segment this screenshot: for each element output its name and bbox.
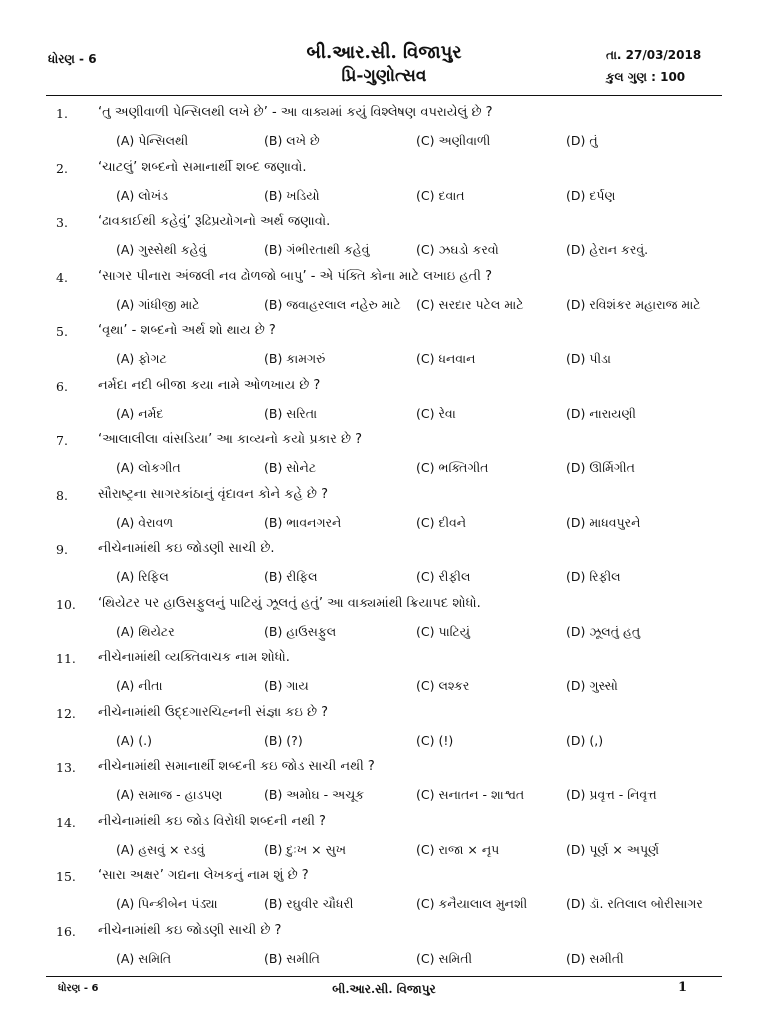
answer-option: (D) હેરાન કરવું. [566, 242, 649, 257]
page-number: 1 [678, 980, 688, 995]
question-text: ‘થિયેટર પર હાઉસફુલનું પાટિયું ઝૂલતું હતું’ આ વાક્યમાંથી ક્રિયાપદ શોધો. [98, 595, 481, 611]
question-text: ‘વૃથા’ - શબ્દનો અર્થ શો થાય છે ? [98, 323, 276, 338]
paper-header [0, 0, 768, 100]
answer-option: (D) ગુસ્સો [566, 678, 618, 693]
answer-option: (A) હસવું × રડવું [116, 841, 205, 857]
question-item [0, 155, 768, 209]
question-text: ‘ઢાવકાઈથી કહેવું’ રૂઢિપ્રયોગનો અર્થ જણાવો. [98, 214, 331, 229]
question-number: 1. [56, 106, 68, 121]
question-text: ‘આલાલીલા વાંસડિયા’ આ કાવ્યનો કયો પ્રકાર છે ? [98, 432, 363, 447]
answer-option: (D) રવિશંકર મહારાજ માટે [566, 296, 701, 312]
answer-option: (C) અણીવાળી [416, 133, 491, 148]
answer-option: (C) દીવને [416, 514, 467, 530]
answer-option: (B) (?) [264, 732, 303, 748]
question-item [0, 373, 768, 427]
answer-option: (C) કનૈયાલાલ મુનશી [416, 896, 528, 911]
answer-option: (A) સમિતિ [116, 950, 172, 966]
answer-option: (A) ગુસ્સેથી કહેવું [116, 242, 207, 257]
question-text: ‘સારા અક્ષર’ ગદ્યના લેખકનું નામ શું છે ? [98, 868, 309, 883]
answer-option: (A) લોખંડ [116, 187, 168, 203]
question-item [0, 318, 768, 372]
answer-option: (A) થિયેટર [116, 623, 175, 639]
question-text: નર્મદા નદી બીજા કયા નામે ઓળખાય છે ? [98, 377, 321, 393]
answer-option: (D) પીડા [566, 351, 611, 366]
question-number: 7. [56, 433, 68, 448]
answer-option: (A) પેન્સિલથી [116, 133, 189, 148]
header-divider [46, 95, 722, 96]
answer-option: (D) ઝૂલતું હતુ [566, 623, 641, 639]
question-number: 16. [56, 923, 76, 939]
question-number: 15. [56, 869, 76, 884]
paper-title: બી.આર.સી. વિજાપુર [306, 42, 462, 63]
answer-option: (B) સમીતિ [264, 950, 320, 966]
answer-option: (D) સમીતી [566, 950, 624, 966]
answer-option: (D) ઊર્મિગીત [566, 460, 635, 475]
answer-option: (B) જવાહરલાલ નહેરુ માટે [264, 296, 401, 312]
answer-option: (A) વેરાવળ [116, 514, 174, 530]
answer-option: (C) (!) [416, 732, 454, 748]
answer-option: (A) ગાંધીજી માટે [116, 296, 200, 312]
answer-option: (A) લોકગીત [116, 460, 181, 475]
answer-option: (C) રીફીલ [416, 569, 471, 584]
question-text: નીચેનામાંથી વ્યક્તિવાચક નામ શોધો. [98, 650, 290, 665]
question-item [0, 645, 768, 699]
question-item [0, 700, 768, 754]
question-text: ‘સાગર પીનારા અંજલી નવ ઢોળજો બાપુ’ - એ પંક્તિ કોના માટે લખાઇ હતી ? [98, 268, 492, 284]
answer-option: (B) લખે છે [264, 133, 320, 148]
answer-option: (B) હાઉસફુલ [264, 623, 337, 639]
question-number: 10. [56, 596, 76, 612]
answer-option: (D) માધવપુરને [566, 514, 641, 530]
exam-date: તા. 27/03/2018 [606, 48, 702, 62]
question-number: 2. [56, 160, 68, 176]
answer-option: (A) સમાજ - હાડપણ [116, 787, 223, 802]
answer-option: (B) રઘુવીર ચૌધરી [264, 896, 354, 911]
answer-option: (D) દર્પણ [566, 187, 616, 203]
answer-option: (D) (,) [566, 732, 604, 748]
question-number: 5. [56, 324, 68, 339]
answer-option: (D) પૂર્ણ × અપૂર્ણ [566, 841, 659, 857]
question-text: નીચેનામાંથી ઉદ્દગારચિહ્નની સંજ્ઞા કઇ છે ? [98, 704, 329, 720]
answer-option: (B) ગાય [264, 678, 309, 693]
answer-option: (B) ભાવનગરને [264, 514, 342, 530]
answer-option: (C) પાટિયું [416, 623, 470, 639]
answer-option: (C) સનાતન - શાશ્વત [416, 787, 525, 802]
question-number: 11. [56, 651, 76, 666]
question-item [0, 482, 768, 536]
footer-standard: ધોરણ - 6 [58, 983, 99, 994]
answer-option: (B) રીફિલ [264, 569, 318, 584]
question-text: નીચેનામાંથી કઇ જોડણી સાચી છે. [98, 541, 275, 556]
footer-divider [46, 976, 722, 977]
answer-option: (C) રાજા × નૃપ [416, 841, 500, 857]
answer-option: (C) દવાત [416, 187, 465, 203]
question-text: નીચેનામાંથી કઇ જોડણી સાચી છે ? [98, 922, 282, 938]
answer-option: (A) (.) [116, 732, 153, 748]
answer-option: (C) લશ્કર [416, 678, 470, 693]
question-item [0, 863, 768, 917]
answer-option: (A) ફોગટ [116, 351, 167, 366]
answer-option: (C) ઝઘડો કરવો [416, 242, 499, 257]
answer-option: (B) સોનેટ [264, 460, 317, 475]
answer-option: (B) કામગરું [264, 351, 326, 366]
question-item [0, 754, 768, 808]
paper-subtitle: પ્રિ-ગુણોત્સવ [341, 66, 427, 86]
question-text: સૌરાષ્ટ્રના સાગરકાંઠાનું વૃંદાવન કોને કહે છે ? [98, 486, 328, 502]
answer-option: (C) સમિતી [416, 950, 473, 966]
answer-option: (B) ખડિયો [264, 187, 320, 203]
question-number: 14. [56, 814, 76, 830]
question-item [0, 427, 768, 481]
answer-option: (B) અમોઘ - અચૂક [264, 787, 365, 802]
question-item [0, 918, 768, 972]
answer-option: (A) પિન્કીબેન પંડ્યા [116, 896, 218, 911]
question-number: 3. [56, 215, 68, 230]
footer-title: બી.આર.સી. વિજાપુર [332, 982, 436, 996]
answer-option: (D) ડૉ. રતિલાલ બોરીસાગર [566, 896, 703, 911]
question-text: ‘ચાટલું’ શબ્દનો સમાનાર્થી શબ્દ જણાવો. [98, 159, 307, 175]
question-item [0, 536, 768, 590]
question-text: નીચેનામાંથી સમાનાર્થી શબ્દની કઇ જોડ સાચી નથી ? [98, 759, 375, 774]
question-text: નીચેનામાંથી કઇ જોડ વિરોધી શબ્દની નથી ? [98, 813, 326, 829]
answer-option: (D) તું [566, 133, 598, 148]
question-item [0, 264, 768, 318]
question-number: 13. [56, 760, 76, 775]
question-number: 4. [56, 269, 68, 285]
answer-option: (B) સરિતા [264, 405, 318, 421]
answer-option: (D) રિફીલ [566, 569, 621, 584]
answer-option: (C) રેવા [416, 405, 456, 421]
answer-option: (C) ભક્તિગીત [416, 460, 489, 475]
answer-option: (B) દુઃખ × સુખ [264, 841, 346, 857]
question-number: 9. [56, 542, 68, 557]
answer-option: (A) રિફિલ [116, 569, 169, 584]
answer-option: (D) પ્રવૃત્ત - નિવૃત્ત [566, 787, 657, 802]
answer-option: (A) નર્મદ [116, 405, 164, 421]
question-number: 6. [56, 378, 68, 394]
question-number: 8. [56, 487, 68, 503]
question-item [0, 591, 768, 645]
question-item [0, 209, 768, 263]
total-marks: કુલ ગુણ : 100 [606, 70, 686, 84]
answer-option: (D) નારાયણી [566, 405, 636, 421]
question-number: 12. [56, 705, 76, 721]
question-item [0, 809, 768, 863]
answer-option: (A) નીતા [116, 678, 163, 693]
answer-option: (C) સરદાર પટેલ માટે [416, 296, 524, 312]
answer-option: (C) ધનવાન [416, 351, 476, 366]
answer-option: (B) ગંભીરતાથી કહેવું [264, 242, 370, 257]
question-item [0, 100, 768, 154]
standard-label: ધોરણ - 6 [48, 52, 97, 66]
question-text: ‘તુ અણીવાળી પેન્સિલથી લખે છે’ - આ વાક્યમાં કયું વિશ્લેષણ વપરાયેલું છે ? [98, 105, 493, 120]
